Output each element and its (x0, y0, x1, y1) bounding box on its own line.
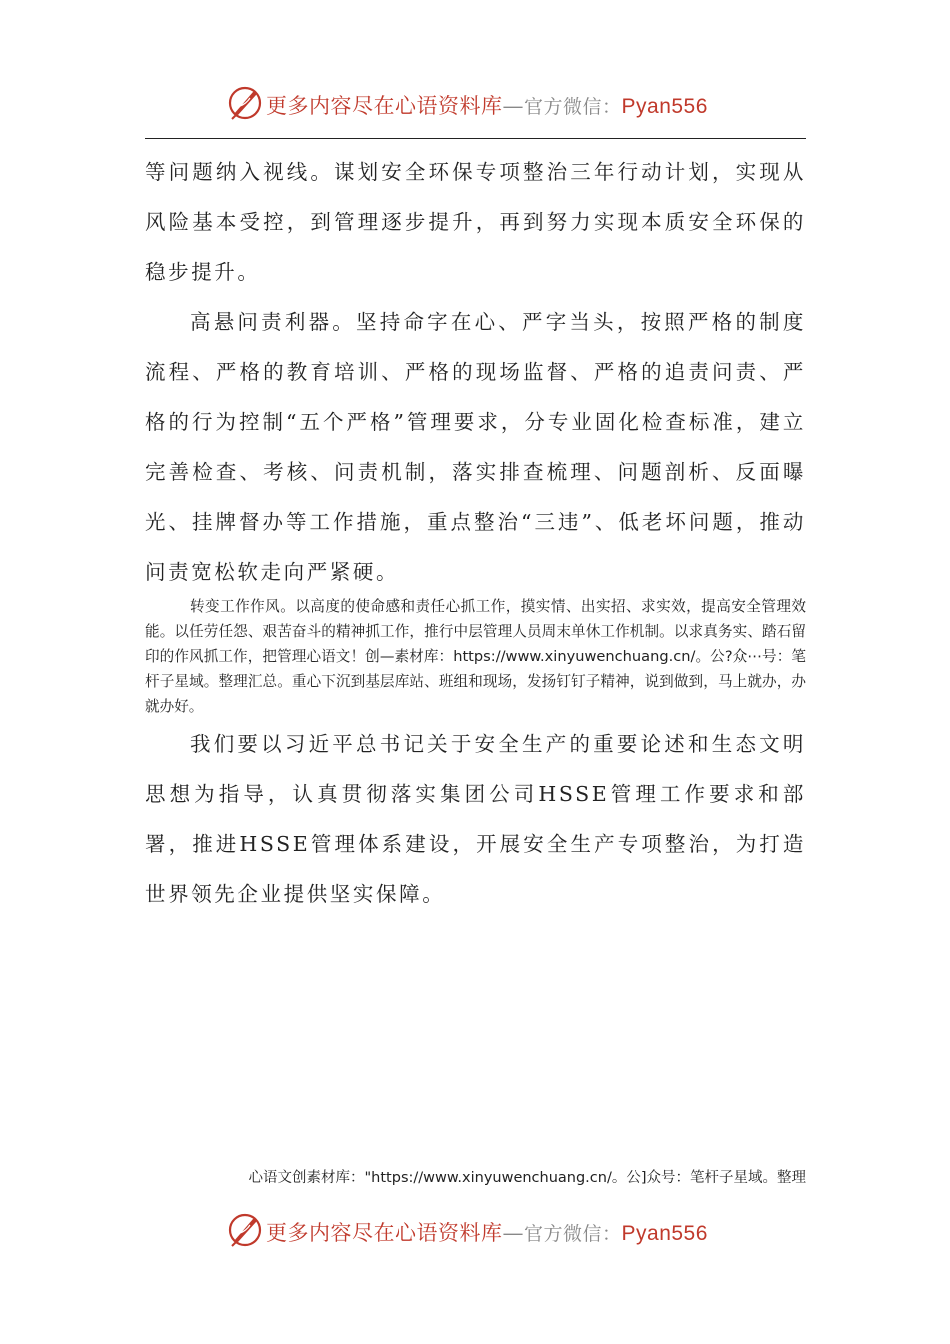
footnote: 心语文创素材库："https://www.xinyuwenchuang.cn/。公]众号：笔杆子星域。整理 (248, 1170, 806, 1186)
paragraph-3: 转变工作作风。以高度的使命感和责任心抓工作，摸实情、出实招、求实效，提高安全管理效能。以任劳任怨、艰苦奋斗的精神抓工作，推行中层管理人员周末单休工作机制。以求真务实、踏石留印的作风抓工作，把管理心语文！创—素材库：https://www.xinyuwenchuang.cn/。公?众⋯号：笔杆子星域。整理汇总。重心下沉到基层库站、班组和现场，发扬钉钉子精神，说到做到，马上就办，办就办好。 (145, 598, 806, 715)
quill-pen-logo-icon (226, 84, 264, 122)
header-brand: 更多内容尽在心语资料库 (266, 94, 503, 118)
header-label: 官方微信： (524, 96, 622, 118)
footer-dash: — (502, 1221, 524, 1245)
footer-brand: 更多内容尽在心语资料库 (266, 1221, 503, 1245)
quill-pen-logo-icon (226, 1211, 264, 1249)
paragraph-2: 高悬问责利器。坚持命字在心、严字当头，按照严格的制度流程、严格的教育培训、严格的现场监督、严格的追责问责、严格的行为控制“五个严格”管理要求，分专业固化检查标准，建立完善检查、考核、问责机制，落实排查梳理、问题剖析、反面曝光、挂牌督办等工作措施，重点整治“三违”、低老坏问题，推动问责宽松软走向严紧硬。 (145, 310, 806, 584)
header-banner-text (266, 90, 708, 120)
header-divider (145, 138, 806, 139)
header-banner (0, 78, 950, 128)
header-wechat-id: Pyan556 (621, 95, 708, 118)
header-dash: — (502, 94, 524, 118)
footer-wechat-id: Pyan556 (621, 1222, 708, 1245)
footer-label: 官方微信： (524, 1223, 622, 1245)
footer-banner (0, 1205, 950, 1255)
paragraph-4: 我们要以习近平总书记关于安全生产的重要论述和生态文明思想为指导，认真贯彻落实集团公司HSSE管理工作要求和部署，推进HSSE管理体系建设，开展安全生产专项整治，为打造世界领先企业提供坚实保障。 (145, 732, 806, 906)
paragraph-1: 等问题纳入视线。谋划安全环保专项整治三年行动计划，实现从风险基本受控，到管理逐步提升，再到努力实现本质安全环保的稳步提升。 (145, 160, 806, 284)
footer-banner-text (266, 1217, 708, 1247)
